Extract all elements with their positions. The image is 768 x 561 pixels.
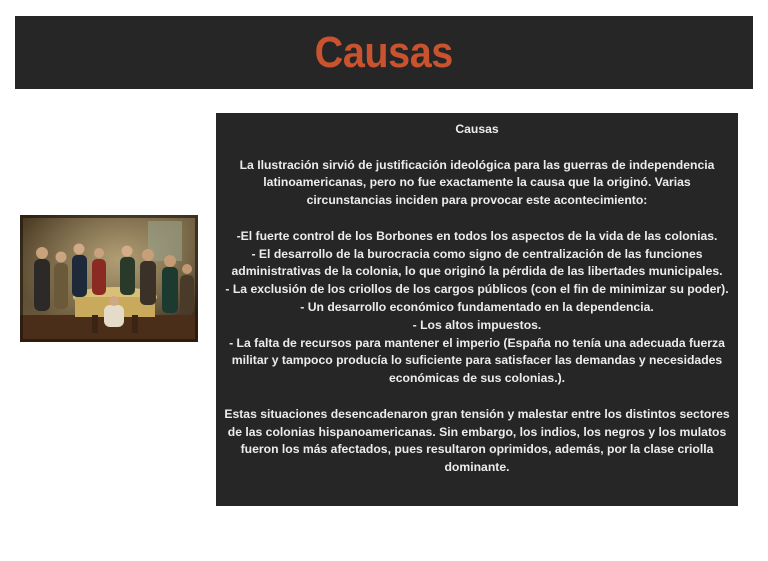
cause-item: - La falta de recursos para mantener el imperio (España no tenía una adecuada fuerza militar y tampoco producía lo suficiente para satisfacer las demandas y necesidades económicas de sus colonias.). <box>229 335 725 386</box>
cause-item: - Un desarrollo económico fundamentado en la dependencia. <box>300 299 654 314</box>
causes-text-box <box>216 113 738 506</box>
cause-item: -El fuerte control de los Borbones en todos los aspectos de la vida de las colonias. <box>236 228 718 243</box>
title-bar <box>15 16 753 89</box>
intro-paragraph: La Ilustración sirvió de justificación ideológica para las guerras de independencia latinoamericanas, pero no fue exactamente la causa que la originó. Varias circunstancias inciden para provocar este acontecimiento: <box>239 157 715 208</box>
text-box-heading: Causas <box>455 122 499 136</box>
paragraph-gap <box>220 388 734 406</box>
paragraph-gap <box>220 210 734 228</box>
cause-item: - El desarrollo de la burocracia como signo de centralización de las funciones administrativas de la colonia, lo que originó la pérdida de las libertades municipales. <box>231 246 723 279</box>
cause-item: - La exclusión de los criollos de los cargos públicos (con el fin de minimizar su poder). <box>225 282 729 297</box>
historical-painting-icon <box>20 215 198 342</box>
slide-title: Causas <box>314 27 454 77</box>
cause-item: - Los altos impuestos. <box>412 317 542 332</box>
conclusion-paragraph: Estas situaciones desencadenaron gran tensión y malestar entre los distintos sectores de las colonias hispanoamericanas. Sin embargo, los indios, los negros y los mulatos fueron los más afectados, pues resultaron oprimidos, además, por la clase criolla dominante. <box>224 406 730 475</box>
